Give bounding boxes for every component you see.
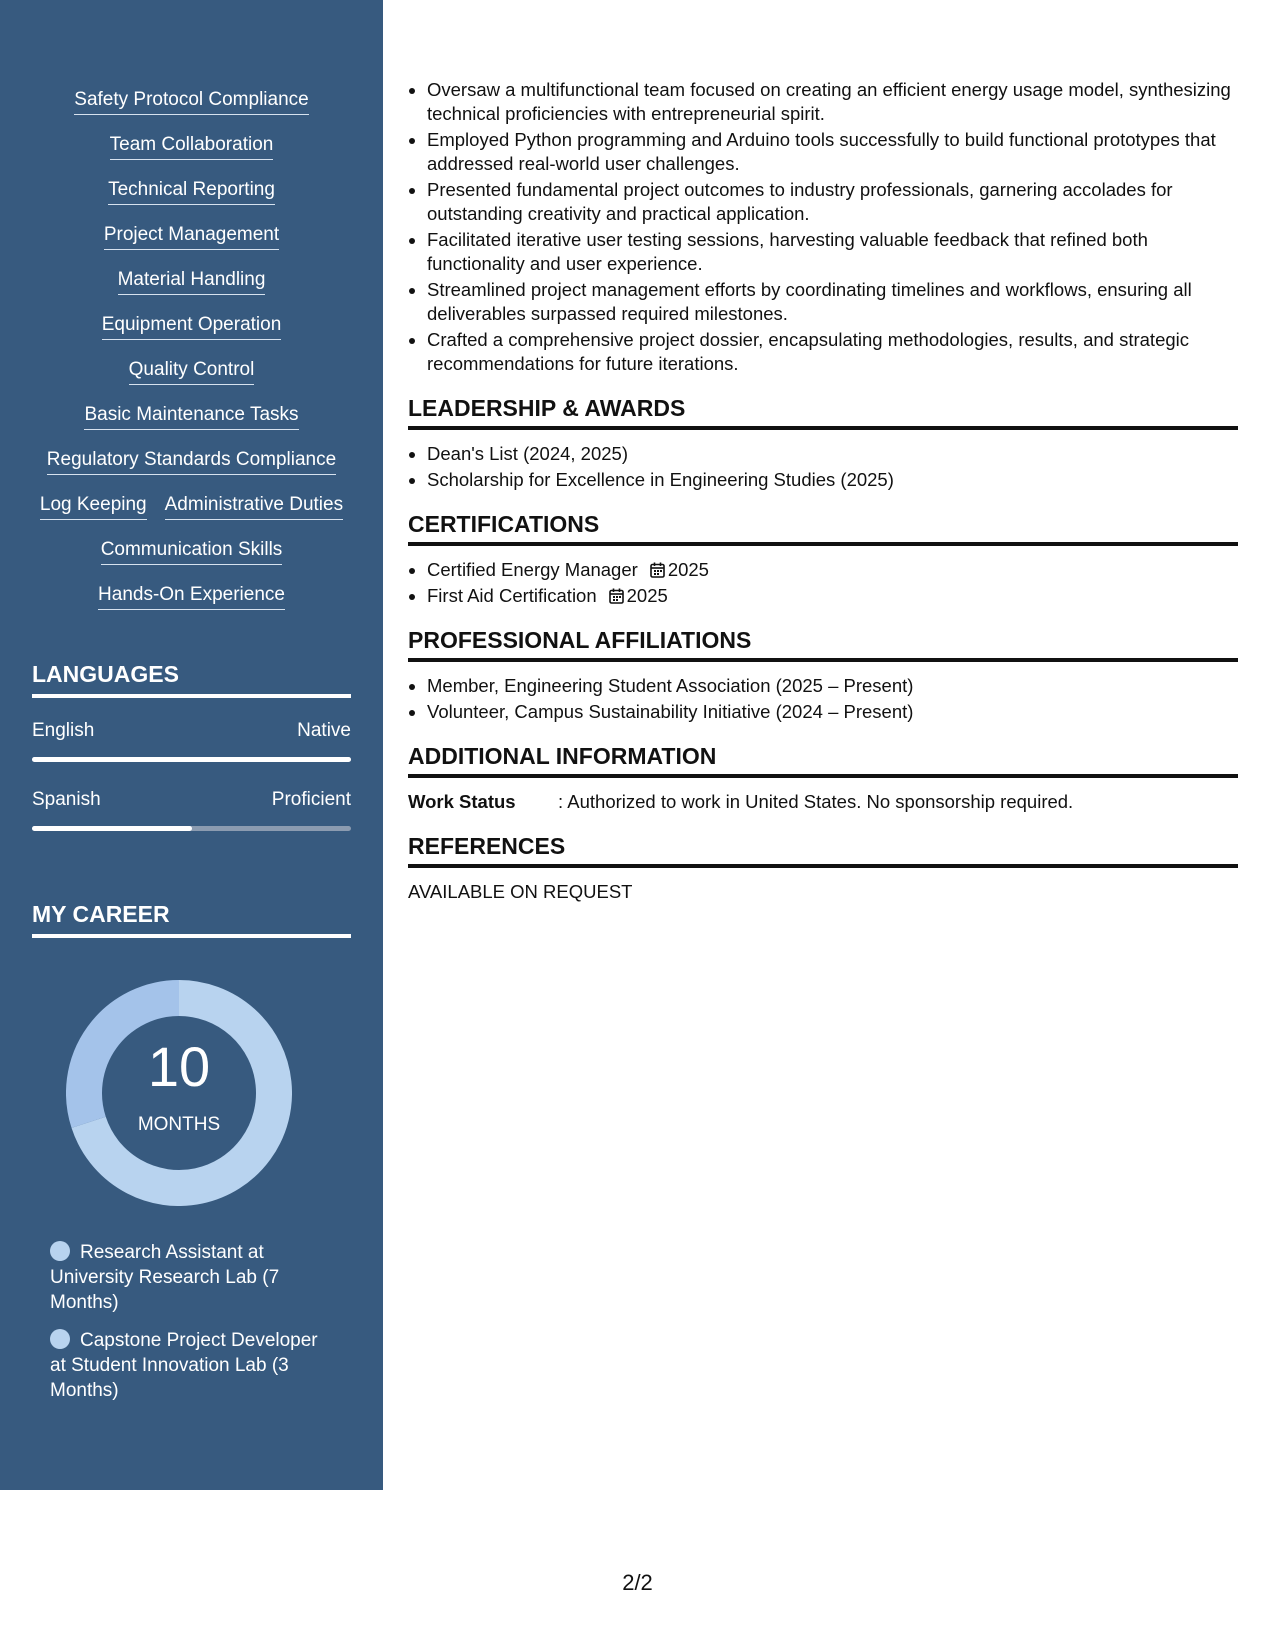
leadership-list	[408, 442, 1238, 492]
certification-name: Certified Energy Manager	[427, 559, 638, 580]
career-item-label: Capstone Project Developer at Student Innovation Lab (3 Months)	[50, 1330, 318, 1401]
additional-info-heading: ADDITIONAL INFORMATION	[408, 742, 1238, 778]
skill-row	[0, 88, 383, 133]
work-status-value: : Authorized to work in United States. No sponsorship required.	[558, 791, 1074, 812]
skill-tag: Communication Skills	[101, 538, 283, 565]
project-bullet-list	[408, 78, 1238, 376]
skill-row	[0, 538, 383, 583]
career-legend	[50, 1240, 330, 1416]
career-item	[50, 1240, 330, 1315]
list-item: • Employed Python programming and Arduino tools successfully to build functional prototypes that addressed real-world user challenges.	[427, 128, 1238, 176]
work-status-row	[408, 790, 1238, 814]
skill-tag: Log Keeping	[40, 493, 147, 520]
certification-year: 2025	[626, 585, 668, 606]
skill-row	[0, 448, 383, 493]
list-item: • Facilitated iterative user testing sessions, harvesting valuable feedback that refined both functionality and user experience.	[427, 228, 1238, 276]
skill-row	[0, 583, 383, 628]
skill-row	[0, 223, 383, 268]
career-item	[50, 1328, 330, 1403]
skill-tag: Basic Maintenance Tasks	[84, 403, 298, 430]
certifications-list	[408, 558, 1238, 608]
legend-dot-icon	[50, 1329, 70, 1349]
list-item: • Dean's List (2024, 2025)	[427, 442, 1238, 466]
language-level: Proficient	[271, 789, 351, 810]
language-name: Spanish	[32, 789, 101, 810]
skill-row	[0, 313, 383, 358]
affiliations-list	[408, 674, 1238, 724]
skill-tag: Project Management	[104, 223, 279, 250]
skill-tag: Quality Control	[129, 358, 255, 385]
skill-row	[0, 403, 383, 448]
skill-tag: Regulatory Standards Compliance	[47, 448, 336, 475]
language-spanish	[32, 788, 351, 831]
leadership-heading: LEADERSHIP & AWARDS	[408, 394, 1238, 430]
skill-row	[0, 178, 383, 223]
skill-tag: Material Handling	[118, 268, 266, 295]
list-item	[427, 584, 1238, 608]
references-text: AVAILABLE ON REQUEST	[408, 881, 633, 902]
skills-list	[0, 88, 383, 628]
skill-tag: Hands-On Experience	[98, 583, 285, 610]
career-total-value: 10	[147, 1035, 211, 1098]
career-total-unit: MONTHS	[137, 1114, 221, 1135]
page-number: 2/2	[622, 1570, 653, 1595]
calendar-icon	[650, 562, 665, 578]
skill-row	[0, 493, 383, 538]
career-heading: MY CAREER	[32, 900, 351, 938]
skill-tag: Safety Protocol Compliance	[74, 88, 308, 115]
career-donut-chart	[66, 980, 292, 1206]
certification-year: 2025	[667, 559, 709, 580]
work-status-label: Work Status	[408, 791, 516, 812]
certification-name: First Aid Certification	[427, 585, 597, 606]
language-proficiency-bar	[32, 826, 351, 831]
sidebar	[0, 0, 383, 1490]
affiliations-heading: PROFESSIONAL AFFILIATIONS	[408, 626, 1238, 662]
skill-tag: Administrative Duties	[165, 493, 343, 520]
list-item: • Member, Engineering Student Association (2025 – Present)	[427, 674, 1238, 698]
skill-row	[0, 133, 383, 178]
certifications-heading: CERTIFICATIONS	[408, 510, 1238, 546]
list-item: • Presented fundamental project outcomes to industry professionals, garnering accolades for outstanding creativity and practical application.	[427, 178, 1238, 226]
references-heading: REFERENCES	[408, 832, 1238, 868]
list-item: • Scholarship for Excellence in Engineering Studies (2025)	[427, 468, 1238, 492]
language-name: English	[32, 720, 95, 741]
skill-tag: Team Collaboration	[110, 133, 274, 160]
list-item: • Crafted a comprehensive project dossier, encapsulating methodologies, results, and strategic recommendations for future iterations.	[427, 328, 1238, 376]
language-proficiency-bar	[32, 757, 351, 762]
list-item: • Oversaw a multifunctional team focused on creating an efficient energy usage model, synthesizing technical proficiencies with entrepreneurial spirit.	[427, 78, 1238, 126]
skill-tag: Technical Reporting	[108, 178, 275, 205]
list-item	[427, 558, 1238, 582]
list-item: • Streamlined project management efforts by coordinating timelines and workflows, ensuring all deliverables surpassed required milestones.	[427, 278, 1238, 326]
languages-heading: LANGUAGES	[32, 660, 351, 698]
calendar-icon	[609, 588, 624, 604]
language-english	[32, 719, 351, 762]
language-level: Native	[297, 720, 351, 741]
language-proficiency-fill	[32, 757, 351, 762]
list-item: • Volunteer, Campus Sustainability Initiative (2024 – Present)	[427, 700, 1238, 724]
skill-tag: Equipment Operation	[102, 313, 282, 340]
skill-row	[0, 358, 383, 403]
skill-row	[0, 268, 383, 313]
language-proficiency-fill	[32, 826, 192, 831]
legend-dot-icon	[50, 1241, 70, 1261]
main-content	[408, 78, 1238, 904]
career-item-label: Research Assistant at University Research Lab (7 Months)	[50, 1242, 280, 1313]
